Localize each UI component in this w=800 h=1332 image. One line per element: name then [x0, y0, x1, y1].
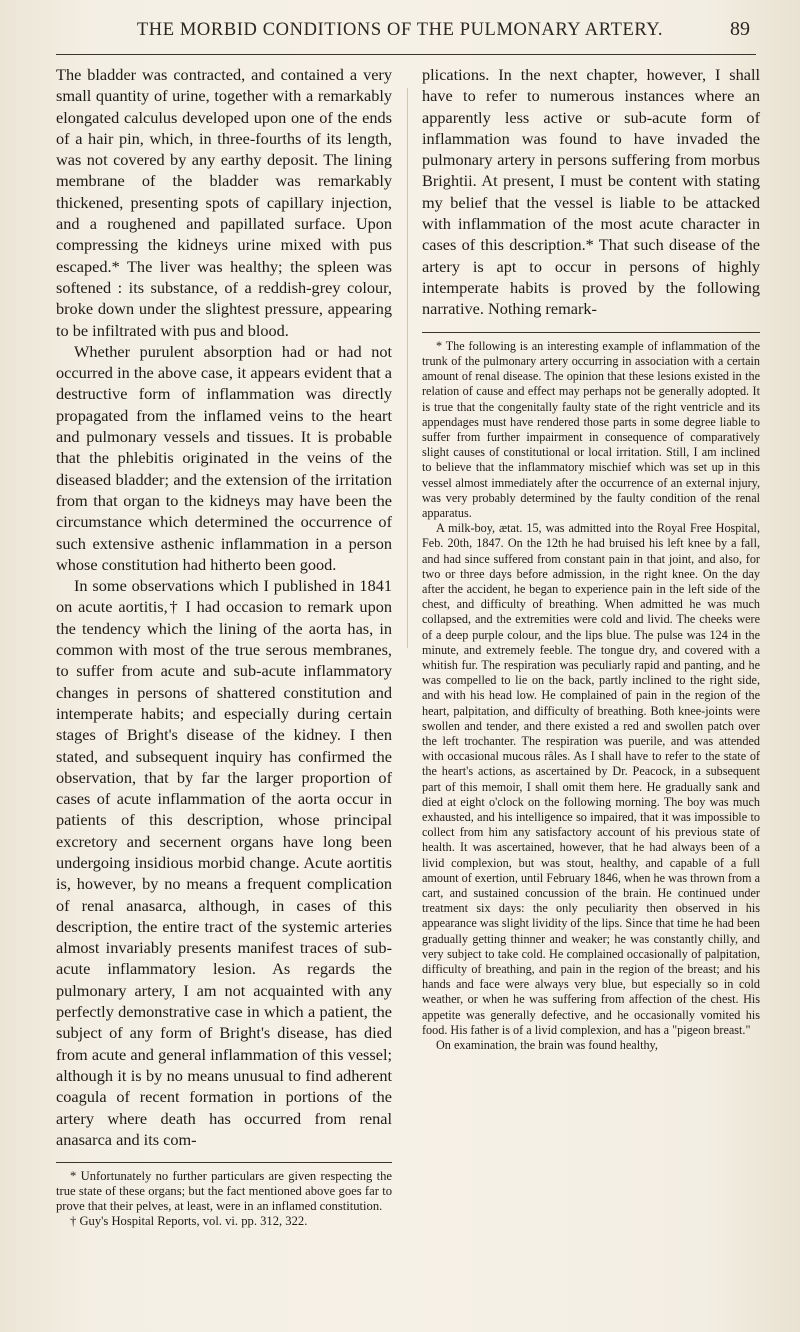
header-rule — [56, 54, 756, 55]
right-footnote-2: A milk-boy, ætat. 15, was admitted into the Royal Free Hospital, Feb. 20th, 1847. On the 12th he had bruised his left knee by a fall, and had since suffered from constant pain in that joint, and also, for two or three days before admission, in the right knee. On the day after the accident, he began to experience pain in the left side of the chest, and difficulty of breathing. When admitted he was much collapsed, and the extremities were cold and livid. The cheeks were of a deep purple colour, and the lips blue. The pulse was 124 in the minute, and extremely feeble. The tongue dry, and covered with a whitish fur. The respiration was peculiarly rapid and panting, and he was compelled to lie on the back, partly inclined to the right side, and with his head low. He complained of pain in the region of the heart, palpitation, and difficulty of breathing. Both knee-joints were swollen and tender, and there existed a red and swollen patch over the left trochanter. The respiration was puerile, and was attended with occasional mucous râles. As I shall have to refer to the state of the heart's actions, as ascertained by Dr. Peacock, in a subsequent part of this memoir, I shall omit them here. He gradually sank and died at eight o'clock on the following morning. The boy was much exhausted, and his intelligence so impaired, that it was impossible to collect from him any satisfactory account of his previous state of health. It was ascertained, however, that he had always been of a livid complexion, but was stout, healthy, and capable of a full amount of exertion, until February 1846, when he was thrown from a cart, and sustained concussion of the brain. He continued under treatment six days: the only peculiarity then observed in his appearance was slight lividity of the lips. Since that time he had been gradually getting thinner and weaker; he was constantly chilly, and very subject to take cold. He complained occasionally of palpitation, difficulty of breathing, and pain in the region of the breast; and his hands and face were always very blue, but especially so in cold weather, or when he was suffering from affection of the chest. His appetite was generally defective, and he occasionally vomited his food. His father is of a livid complexion, and has a "pigeon breast." — [422, 521, 760, 1037]
right-paragraph-1: plications. In the next chapter, however, I shall have to refer to numerous instances where an apparently less active or sub-acute form of inflammation was found to have invaded the pulmonary artery in persons suffering from morbus Brightii. At present, I must be content with stating my belief that the vessel is liable to be attacked with inflammation of the most acute character in cases of this description.* That such disease of the artery is apt to occur in persons of highly intemperate habits is proved by the following narrative. Nothing remark- — [422, 65, 760, 319]
page-number: 89 — [730, 18, 750, 40]
left-paragraph-2: Whether purulent absorption had or had not occurred in the above case, it appears evident that a destructive form of inflammation was directly propagated from the inflamed veins to the heart and pulmonary vessels and tissues. It is probable that the phlebitis originated in the veins of the diseased bladder; and the extension of the irritation from that organ to the kidneys may have been the circumstance which determined the occurrence of such extensive asthenic inflammation in a person whose constitution had hitherto been good. — [56, 341, 392, 574]
left-paragraph-1: The bladder was contracted, and contained a very small quantity of urine, together with a remarkably elongated calculus developed upon one of the ends of a hair pin, which, in three-fourths of its length, was not covered by any earthy deposit. The lining membrane of the bladder was remarkably thickened, presenting spots of capillary injection, and a roughened and papillated surface. Upon compressing the kidneys urine mixed with pus escaped.* The liver was healthy; the spleen was softened : its substance, of a reddish-grey colour, broke down under the slightest pressure, appearing to be infiltrated with pus and blood. — [56, 65, 392, 340]
left-paragraph-3: In some observations which I published in 1841 on acute aortitis,† I had occasion to remark upon the tendency which the lining of the aorta has, in common with most of the true serous membranes, to suffer from acute and sub-acute inflammatory changes in persons of shattered constitution and intemperate habits; and especially during certain stages of Bright's disease of the kidney. I then stated, and subsequent inquiry has confirmed the observation, that by far the larger proportion of cases of acute inflammation of the aorta occur in patients of this description, whose principal excretory and secernent organs have long been undergoing insidious morbid change. Acute aortitis is, however, by no means a frequent complication of renal anasarca, although, in cases of this description, the entire tract of the systemic arteries almost invariably presents manifest traces of sub-acute inflammatory lesion. As regards the pulmonary artery, I am not acquainted with any perfectly demonstrative case in which a patient, the subject of any form of Bright's disease, has died from acute and general inflammation of this vessel; although it is by no means unusual to find adherent coagula of recent formation in portions of the artery where death has occurred from renal anasarca and its com- — [56, 576, 392, 1149]
left-column — [56, 64, 392, 1229]
column-divider — [407, 88, 408, 648]
left-footnotes — [56, 1169, 392, 1228]
running-head: THE MORBID CONDITIONS OF THE PULMONARY ARTERY. — [136, 20, 664, 40]
right-footnote-1: * The following is an interesting example of inflammation of the trunk of the pulmonary artery occurring in association with a certain amount of renal disease. The opinion that these lesions existed in the relation of cause and effect may perhaps not be generally adopted. It is true that the congenitally faulty state of the right ventricle and its appendages must have rendered those parts in some degree liable to suffer from further impairment in consequence of comparatively slight causes of constitutional or local irritation. Still, I am inclined to believe that the inflammatory mischief which was set up in this vessel almost immediately after the occurrence of an external injury, was very probably determined by the faulty condition of the renal apparatus. — [422, 338, 760, 520]
right-column — [422, 64, 760, 1053]
right-footnote-rule — [422, 332, 760, 333]
left-footnote-2: † Guy's Hospital Reports, vol. vi. pp. 312, 322. — [70, 1213, 308, 1228]
left-footnote-rule — [56, 1162, 392, 1163]
page-header — [0, 10, 800, 52]
right-footnote-3: On examination, the brain was found healthy, — [436, 1038, 658, 1053]
left-footnote-1: * Unfortunately no further particulars are given respecting the true state of these organs; but the fact mentioned above goes far to prove that their pelves, at least, were in an inflamed constitution. — [56, 1169, 392, 1213]
